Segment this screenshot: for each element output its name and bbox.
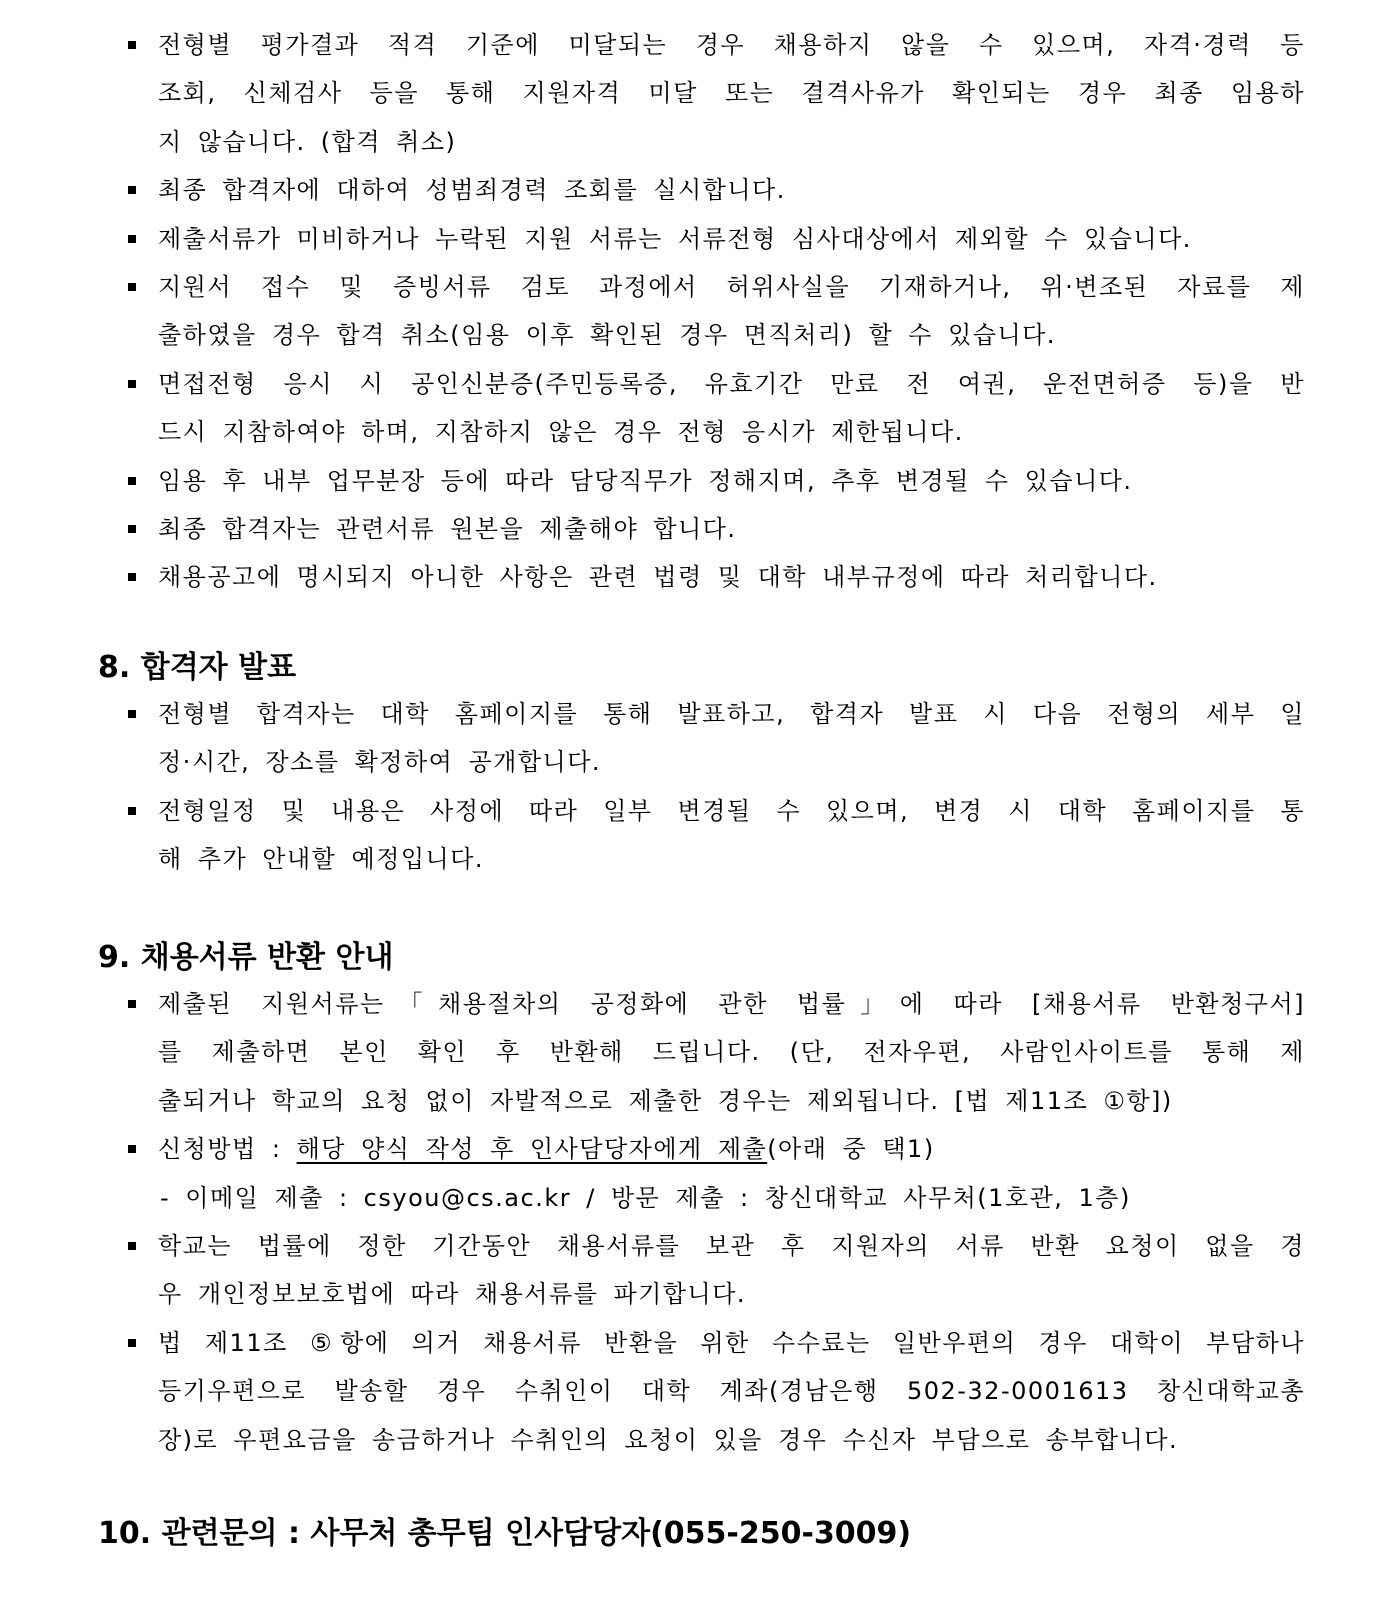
application-method-line [158, 1125, 1305, 1173]
list-item [120, 360, 1305, 457]
list-item [120, 787, 1305, 884]
list-item-text: 학교는 법률에 정한 기간동안 채용서류를 보관 후 지원자의 서류 반환 요청이 없을 경 [158, 1232, 1305, 1261]
list-item-text: 등기우편으로 발송할 경우 수취인이 대학 계좌(경남은행 502-32-0001613 창신대학교총 [158, 1377, 1305, 1406]
square-bullet-icon [128, 710, 136, 718]
section8-list [120, 690, 1305, 884]
section-heading-document-return: 9. 채용서류 반환 안내 [98, 940, 394, 975]
submission-options-text: - 이메일 제출 : csyou@cs.ac.kr / 방문 제출 : 창신대학교 사무처(1호관, 1층) [160, 1183, 1131, 1212]
list-item-text: 지원서 접수 및 증빙서류 검토 과정에서 허위사실을 기재하거나, 위·변조된 자료를 제 [158, 273, 1305, 302]
list-item-text: 조회, 신체검사 등을 통해 지원자격 미달 또는 결격사유가 확인되는 경우 최종 임용하 [158, 79, 1305, 108]
list-item [120, 1319, 1305, 1464]
square-bullet-icon [128, 41, 136, 49]
list-item-text: 해 추가 안내할 예정입니다. [158, 845, 485, 874]
section-heading-contact: 10. 관련문의 : 사무처 총무팀 인사담당자(055-250-3009) [98, 1516, 912, 1551]
section9-list [120, 980, 1305, 1464]
square-bullet-icon [128, 235, 136, 243]
square-bullet-icon [128, 186, 136, 194]
list-item-text: 를 제출하면 본인 확인 후 반환해 드립니다. (단, 전자우편, 사람인사이트를 통해 제 [158, 1038, 1305, 1067]
list-item [120, 505, 1305, 553]
list-item [120, 263, 1305, 360]
square-bullet-icon [128, 1339, 136, 1347]
section7-list [120, 21, 1305, 602]
square-bullet-icon [128, 807, 136, 815]
list-item-text: 최종 합격자에 대하여 성범죄경력 조회를 실시합니다. [158, 176, 786, 205]
square-bullet-icon [128, 380, 136, 388]
square-bullet-icon [128, 477, 136, 485]
list-item-text: 드시 지참하여야 하며, 지참하지 않은 경우 전형 응시가 제한됩니다. [158, 418, 964, 447]
list-item [120, 980, 1305, 1125]
list-item [120, 166, 1305, 214]
application-method-underlined: 해당 양식 작성 후 인사담당자에게 제출 [296, 1135, 768, 1164]
list-item-text: 임용 후 내부 업무분장 등에 따라 담당직무가 정해지며, 추후 변경될 수 있습니다. [158, 466, 1133, 495]
square-bullet-icon [128, 1000, 136, 1008]
list-item-text: 우 개인정보보호법에 따라 채용서류를 파기합니다. [158, 1280, 747, 1309]
list-item-text: 전형별 합격자는 대학 홈페이지를 통해 발표하고, 합격자 발표 시 다음 전형의 세부 일 [158, 700, 1305, 728]
list-item [120, 457, 1305, 505]
list-item-text: 정·시간, 장소를 확정하여 공개합니다. [158, 748, 602, 777]
list-item-text: 장)로 우편요금을 송금하거나 수취인의 요청이 있을 경우 수신자 부담으로 송부합니다. [158, 1425, 1179, 1454]
list-item [120, 553, 1305, 601]
list-item-text: 채용공고에 명시되지 아니한 사항은 관련 법령 및 대학 내부규정에 따라 처리합니다. [158, 563, 1158, 592]
section-heading-announcement: 8. 합격자 발표 [98, 650, 297, 685]
list-item-text: 제출된 지원서류는「채용절차의 공정화에 관한 법률」에 따라 [채용서류 반환청구서] [158, 990, 1305, 1018]
list-item [120, 21, 1305, 166]
list-item-text: 제출서류가 미비하거나 누락된 지원 서류는 서류전형 심사대상에서 제외할 수 있습니다. [158, 224, 1192, 253]
list-item-text: 전형별 평가결과 적격 기준에 미달되는 경우 채용하지 않을 수 있으며, 자격·경력 등 [158, 31, 1305, 59]
list-item [120, 1222, 1305, 1319]
list-item-text: 최종 합격자는 관련서류 원본을 제출해야 합니다. [158, 515, 737, 544]
list-item-text: 전형일정 및 내용은 사정에 따라 일부 변경될 수 있으며, 변경 시 대학 홈페이지를 통 [158, 796, 1305, 825]
list-item-application-method [120, 1125, 1305, 1222]
list-item [120, 690, 1305, 787]
square-bullet-icon [128, 573, 136, 581]
square-bullet-icon [128, 525, 136, 533]
square-bullet-icon [128, 283, 136, 291]
application-method-suffix: (아래 중 택1) [767, 1135, 935, 1164]
list-item [120, 215, 1305, 263]
square-bullet-icon [128, 1145, 136, 1153]
list-item-text: 출되거나 학교의 요청 없이 자발적으로 제출한 경우는 제외됩니다. [법 제11조 ①항]) [158, 1086, 1173, 1115]
list-item-text: 지 않습니다. (합격 취소) [158, 127, 457, 156]
list-item-text: 출하였을 경우 합격 취소(임용 이후 확인된 경우 면직처리) 할 수 있습니다. [158, 321, 1056, 350]
square-bullet-icon [128, 1242, 136, 1250]
list-item-text: 법 제11조 ⑤항에 의거 채용서류 반환을 위한 수수료는 일반우편의 경우 대학이 부담하나 [158, 1328, 1305, 1357]
list-item-text: 면접전형 응시 시 공인신분증(주민등록증, 유효기간 만료 전 여권, 운전면허증 등)을 반 [158, 369, 1305, 398]
application-method-label: 신청방법 : [158, 1135, 297, 1164]
